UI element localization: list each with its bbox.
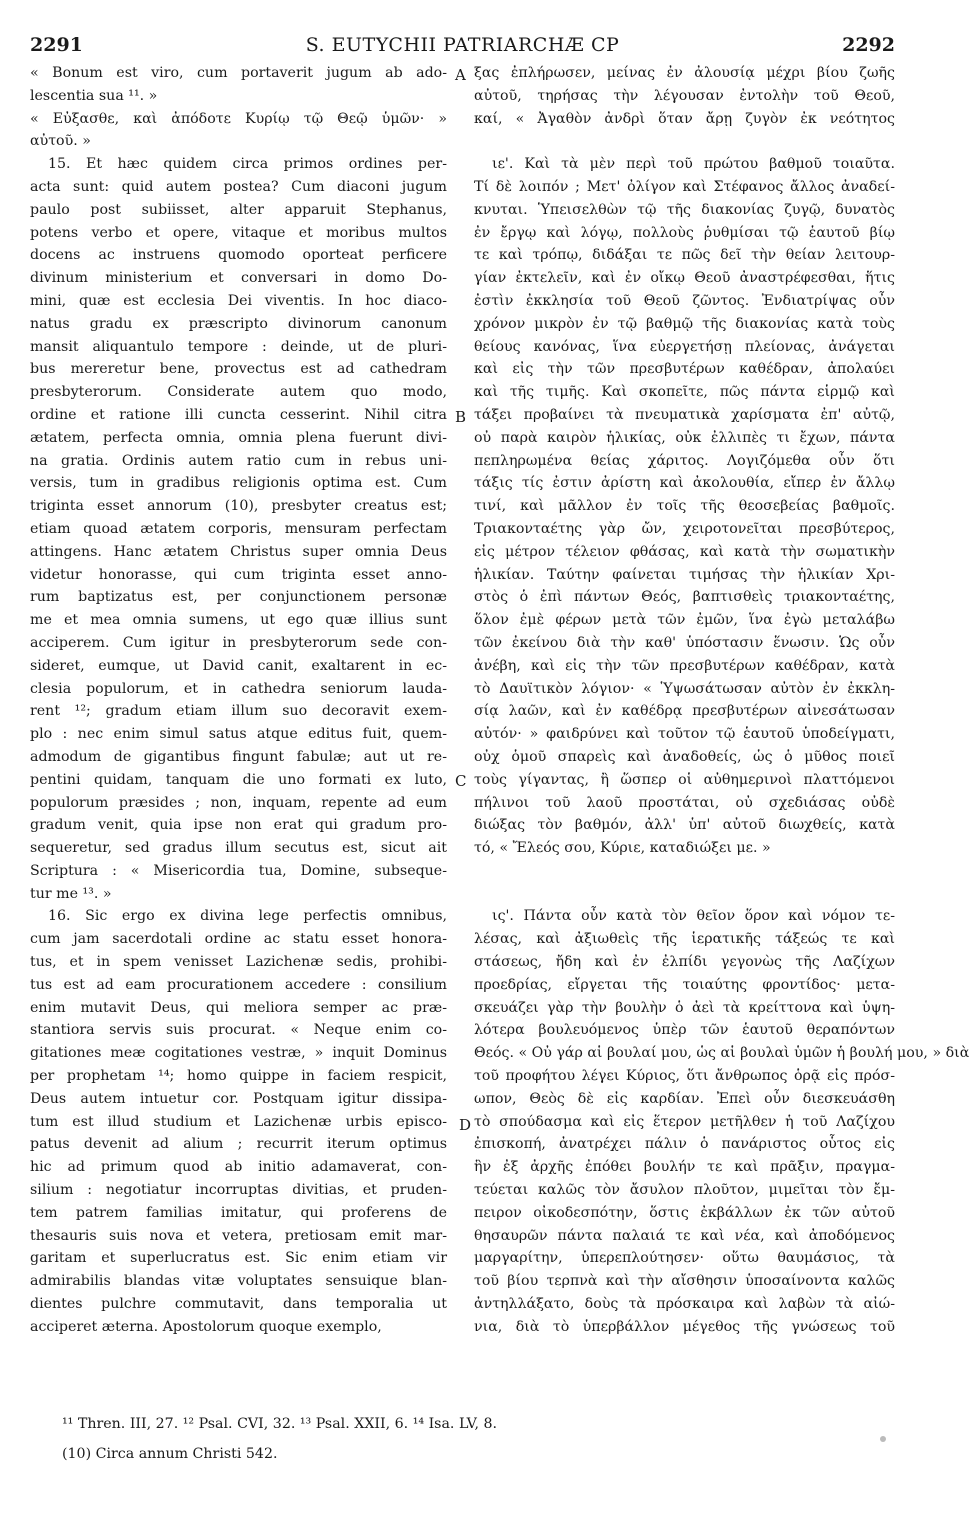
text-line: mini, quæ est ecclesia Dei viventis. In hoc diaco- [30,292,447,309]
text-line: « Εὐξασθε, καὶ ἀπόδοτε Κυρίῳ τῷ Θεῷ ὑμῶν· » [30,110,447,127]
text-line: Τριακονταέτης γὰρ ὤν, χειροτονεῖται πρεσβύτερος, [474,520,895,537]
text-line: προεδρίας, εἴργεται τῆς τοιαύτης φροντίδος· μετα- [474,976,895,993]
margin-marker-a: A [455,66,466,84]
text-line: sideret, eumque, ut David canit, exaltarent in ec- [30,657,447,674]
text-line: bus mereretur bene, provectus est ad cathedram [30,361,447,378]
text-line: tus, et in spem venisset Lazichenæ sedis, prohibi- [30,954,447,971]
text-line: θείους κανόνας, ἵνα εὐεργετήσῃ πλείονας, ἀνάγεται [474,338,895,355]
text-line: presbyterorum. Considerate autem quo modo, [30,384,447,401]
text-line: αὐτόν· » φαιδρύνει καὶ τοῦτον τῷ ἑαυτοῦ ὑποδείγματι, [474,726,895,743]
text-line: ἣν ἐξ ἀρχῆς ἐπόθει βουλήν τε καὶ πρᾶξιν, πραγμα- [474,1159,895,1176]
text-line: ις'. Πάντα οὖν κατὰ τὸν θεῖον ὅρον καὶ νόμον τε- [492,908,895,925]
text-line: gradum venit, quia ipse non erat qui gradum pro- [30,817,447,834]
text-line: νια, διὰ τὸ ὑπερβάλλον μέγεθος τῆς γνώσεως τοῦ [474,1318,895,1335]
text-line: dientes pulchre commutavit, dans temporalia ut [30,1296,447,1313]
text-line: plo : nec enim simul satus atque editus fuit, quem- [30,726,447,743]
text-line: paulo post subiisset, alter apparuit Stephanus, [30,201,447,218]
text-line: ἐπισκοπή, ἀνατρέχει πάλιν ὁ πανάριστος οὗτος εἰς [474,1136,895,1153]
text-line: ætatem, perfecta omnia, omnia plena fuerunt divi- [30,429,447,446]
text-line: ordine et ratione illi cuncta cesserint. Nihil citra [30,406,447,423]
text-line: αὐτοῦ. » [30,133,91,150]
text-line: καὶ εἰς τὴν τῶν πρεσβυτέρων καθέδραν, ἀπολαύει [474,361,895,378]
text-line: acciperet æterna. Apostolorum quoque exemplo, [30,1318,382,1335]
text-line: 15. Et hæc quidem circa primos ordines per- [48,156,447,173]
text-line: κνυται. Ὑπεισελθὼν τῷ τῆς διακονίας ζυγῷ, δυνατὸς [474,201,895,218]
text-line: Τί δὲ λοιπόν ; Μετ' ὀλίγον καὶ Στέφανος ἄλλος ἀναδεί- [474,178,895,195]
greek-column [474,62,969,1339]
text-line: λότερα βουλευόμενος ὑπὲρ τῶν ἑαυτοῦ θεραπόντων [474,1022,895,1039]
text-line: τό, « Ἔλεός σου, Κύριε, καταδιώξει με. » [474,840,771,857]
text-line: ἐστὶν ἐκκλησία τοῦ Θεοῦ ζῶντος. Ἐνδιατρίψας οὖν [474,292,895,309]
margin-marker-b: B [455,408,467,426]
text-line: pentini quidam, tanquam die uno formati ex luto, [30,771,447,788]
text-line: attingens. Hanc ætatem Christus super omnia Deus [30,543,447,560]
text-line: τοὺς γίγαντας, ἢ ὥσπερ οἱ αὐθημερινοὶ πλαττόμενοι [474,771,895,788]
margin-marker-d: D [459,1116,472,1134]
text-line: ὅλον ἐμὲ φέρων μετὰ τῶν ἐμῶν, ἵνα ἐγὼ μεταλάβω [474,612,895,629]
text-line: na gratia. Ordinis autem ratio cum in rebus uni- [30,452,447,469]
latin-column [30,62,447,1339]
running-title: S. EUTYCHII PATRIARCHÆ CP [305,34,620,56]
text-line: οὐχ ὁμοῦ σπαρεὶς καὶ ἀναδοθείς, ὡς ὁ μῦθος ποιεῖ [474,748,895,765]
paragraph-gap [474,860,895,906]
text-line: tum est illud studium et Lazichenæ urbis episco- [30,1113,447,1130]
text-line: « Bonum est viro, cum portaverit jugum ab ado- [30,65,447,81]
text-line: καὶ τῆς τιμῆς. Καὶ σκοπεῖτε, πῶς πάντα εἱρμῷ καὶ [474,384,895,401]
text-line: silium : negotiatur incorruptas divitias, et pruden- [30,1182,447,1199]
text-line: τοῦ προφήτου λέγει Κύριος, ὅτι ἄνθρωπος ὁρᾷ εἰς πρόσ- [474,1068,895,1085]
page-number-left: 2291 [30,34,83,56]
text-line: hic ad primum quod ab initio adamaverat, con- [30,1159,447,1176]
text-line: tem patrem familias imitatur, qui proferens de [30,1204,447,1221]
text-line: Scriptura : « Misericordia tua, Domine, subseque- [30,862,447,879]
text-line: natus gradu ex præscripto divinorum canonum [30,315,447,332]
text-line: ἀνέβη, καὶ εἰς τὴν τῶν πρεσβυτέρων καθέδραν, κατὰ [474,657,895,674]
page-header [30,34,895,58]
text-line: τινί, καὶ μᾶλλον ἐν τοῖς τῆς θεοσεβείας βαθμοῖς. [474,498,895,515]
text-line: ξας ἐπλήρωσεν, μείνας ἐν ἀλουσίᾳ μέχρι βίου ζωῆς [474,65,895,81]
text-line: sequeretur, sed gradus illum secutus est, sicut ait [30,840,447,857]
text-line: acciperem. Cum igitur in presbyterorum sede con- [30,634,447,651]
text-line: per prophetam ¹⁴; homo quippe in faciem respicit, [30,1068,447,1085]
text-line: πήλινοι τοῦ λαοῦ προστάται, οὐ σχεδιάσας οὐδὲ [474,794,895,811]
text-line: σίᾳ λαῶν, καὶ ἐν καθέδρᾳ πρεσβυτέρων αἰνεσάτωσαν [474,703,895,720]
text-line: tur me ¹³. » [30,885,112,902]
text-line: πεπληρωμένα θείας χάριτος. Λογιζόμεθα οὖν ὅτι [474,452,895,469]
text-line: τάξις τίς ἐστιν ἀρίστη καὶ ἀκολουθία, εἴπερ ἐν ἄλλῳ [474,475,895,492]
text-line: populorum præsides ; non, inquam, repente ad eum [30,794,447,811]
text-line: στάσεως, ἤδη καὶ ἐν ἐλπίδι γεγονὼς τῆς Λαζίχων [474,954,895,971]
text-line: 16. Sic ergo ex divina lege perfectis omnibus, [48,908,447,925]
text-line: triginta esset annorum (10), presbyter creatus est; [30,498,447,515]
text-line: χρόνον μικρὸν ἐν τῷ βαθμῷ τῆς διακονίας κατὰ τοὺς [474,315,895,332]
text-line: cum jam sacerdotali ordine ac statu esset honora- [30,931,447,948]
text-line: mansit aliquantulo tempore : deinde, ut de pluri- [30,338,447,355]
page-number-right: 2292 [842,34,895,56]
text-line: divinum ministerium et conversari in domo Do- [30,270,447,287]
text-line: τὸ σπούδασμα καὶ εἰς ἕτερον μετῆλθεν ἡ τοῦ Λαζίχου [474,1113,895,1130]
text-line: ἡλικίαν. Ταύτην φαίνεται τιμήσας τὴν ἡλικίαν Χρι- [474,566,895,583]
text-line: θησαυρῶν πάντα παλαιά τε καὶ νέα, καὶ ἀποδόμενος [474,1227,895,1244]
text-line: πειρον οἰκοδεσπότην, ὅστις ἐκβάλλων ἐκ τῶν αὐτοῦ [474,1204,895,1221]
text-line: τῶν ἐκείνου διὰ τὴν καθ' ὑπόστασιν ἕνωσιν. Ὡς οὖν [474,634,895,651]
text-line: σκευάζει γὰρ τὴν βουλὴν ὁ ἀεὶ τὰ κρείττονα καὶ ὑψη- [474,999,895,1016]
text-line: Θεός. « Οὐ γάρ αἱ βουλαί μου, ὡς αἱ βουλαὶ ὑμῶν ἡ βουλή μου, » διὰ [474,1045,969,1062]
text-line: etiam quoad ætatem corporis, mensuram perfectam [30,520,447,537]
text-line: ωπον, Θεὸς δὲ εἰς καρδίαν. Ἐπεὶ οὖν διεσκευάσθη [474,1090,895,1107]
ink-speck [880,1436,886,1442]
margin-marker-c: C [455,772,467,790]
text-line: clesia populorum, et in cathedra seniorum lauda- [30,680,447,697]
text-line: potens verbo et opere, vitaque et moribus multos [30,224,447,241]
text-line: Deus autem intuetur cor. Postquam igitur dissipa- [30,1090,447,1107]
text-line: videtur honorasse, qui cum triginta esset anno- [30,566,447,583]
text-line: lescentia sua ¹¹. » [30,87,158,104]
footnote-note: (10) Circa annum Christi 542. [62,1446,278,1462]
text-line: stantiora servis suis procurat. « Neque enim co- [30,1022,447,1039]
text-line: αὐτοῦ, τηρήσας τὴν λέγουσαν ἐντολὴν τοῦ Θεοῦ, [474,87,895,104]
text-line: patus devenit ad alium ; recurrit iterum optimus [30,1136,447,1153]
text-line: rent ¹²; gradum etiam illum suo decoravit exem- [30,703,447,720]
text-line: me et mea omnia sumens, ut ego quæ illius sunt [30,612,447,629]
text-line: rum baptizatus est, per conjunctionem personæ [30,589,447,606]
text-line: tus est ad eam procurationem accedere : consilium [30,976,447,993]
text-line: ιε'. Καὶ τὰ μὲν περὶ τοῦ πρώτου βαθμοῦ τοιαῦτα. [492,156,895,173]
text-line: enim mutavit Deus, qui meliora semper ac præ- [30,999,447,1016]
text-line: τεύεται καλῶς τὸν ἄσυλον πλοῦτον, μιμεῖται τὸν ἔμ- [474,1182,895,1199]
text-line: λέσας, καὶ ἀξιωθεὶς τῆς ἱερατικῆς τάξεώς τε καὶ [474,931,895,948]
text-line: καί, « Ἀγαθὸν ἀνδρὶ ὅταν ἄρῃ ζυγὸν ἐκ νεότητος [474,110,895,127]
text-line: τάξει προβαίνει τὰ πνευματικὰ χαρίσματα ἐπ' αὐτῷ, [474,406,895,423]
text-line: τε καὶ τρόπῳ, διδάξαι τε πῶς δεῖ τὴν θείαν λειτουρ- [474,247,895,264]
text-line: ἐν ἔργῳ καὶ λόγῳ, πολλοὺς ῥυθμίσαι τῷ ἑαυτοῦ βίῳ [474,224,895,241]
text-line: εἰς μέτρον τέλειον φθάσας, καὶ κατὰ τὴν σωματικὴν [474,543,895,560]
text-line: admodum de gigantibus fingunt fabulæ; aut ut re- [30,748,447,765]
text-line: τοῦ βίου τερπνὰ καὶ τὴν αἴσθησιν ὑποσαίνοντα καλῶς [474,1273,895,1290]
text-line: acta sunt: quid autem postea? Cum diaconi jugum [30,178,447,195]
text-line: admirabilis blandas vitæ voluptates sensuique blan- [30,1273,447,1290]
text-line: γίαν ἐκτελεῖν, καὶ ἐν οἴκῳ Θεοῦ ἀναστρέφεσθαι, ἥτις [474,270,895,287]
text-line: gitationes meæ cogitationes vestræ, » inquit Dominus [30,1045,447,1062]
text-line: μαργαρίτην, ὑπερεπλούτησεν· οὕτω θαυμάσιος, τὰ [474,1250,895,1267]
text-line: versis, tum in gradibus religionis optima est. Cum [30,475,447,492]
footnote-references: ¹¹ Thren. III, 27. ¹² Psal. CVI, 32. ¹³ Psal. XXII, 6. ¹⁴ Isa. LV, 8. [62,1416,497,1432]
text-line: διώξας τὸν βαθμόν, ἀλλ' ὑπ' αὐτοῦ διωχθείς, κατὰ [474,817,895,834]
text-line: οὐ παρὰ καιρὸν ἡλικίας, οὐκ ἐλλιπὲς τι ἔχων, πάντα [474,429,895,446]
text-line: thesauris suis nova et vetera, pretiosam emit mar- [30,1227,447,1244]
text-line: docens ac instruens quomodo oporteat perficere [30,247,447,264]
paragraph-gap [474,130,895,153]
text-line: garitam et superlucratus est. Sic enim etiam vir [30,1250,447,1267]
text-line: τὸ Δαυϊτικὸν λόγιον· « Ὑψωσάτωσαν αὐτὸν ἐν ἐκκλη- [474,680,895,697]
text-line: στὸς ὁ ἐπὶ πάντων Θεός, βαπτισθεὶς τριακονταέτης, [474,589,895,606]
text-line: ἀντηλλάξατο, δοὺς τὰ πρόσκαιρα καὶ λαβὼν τὰ αἰώ- [474,1296,895,1313]
